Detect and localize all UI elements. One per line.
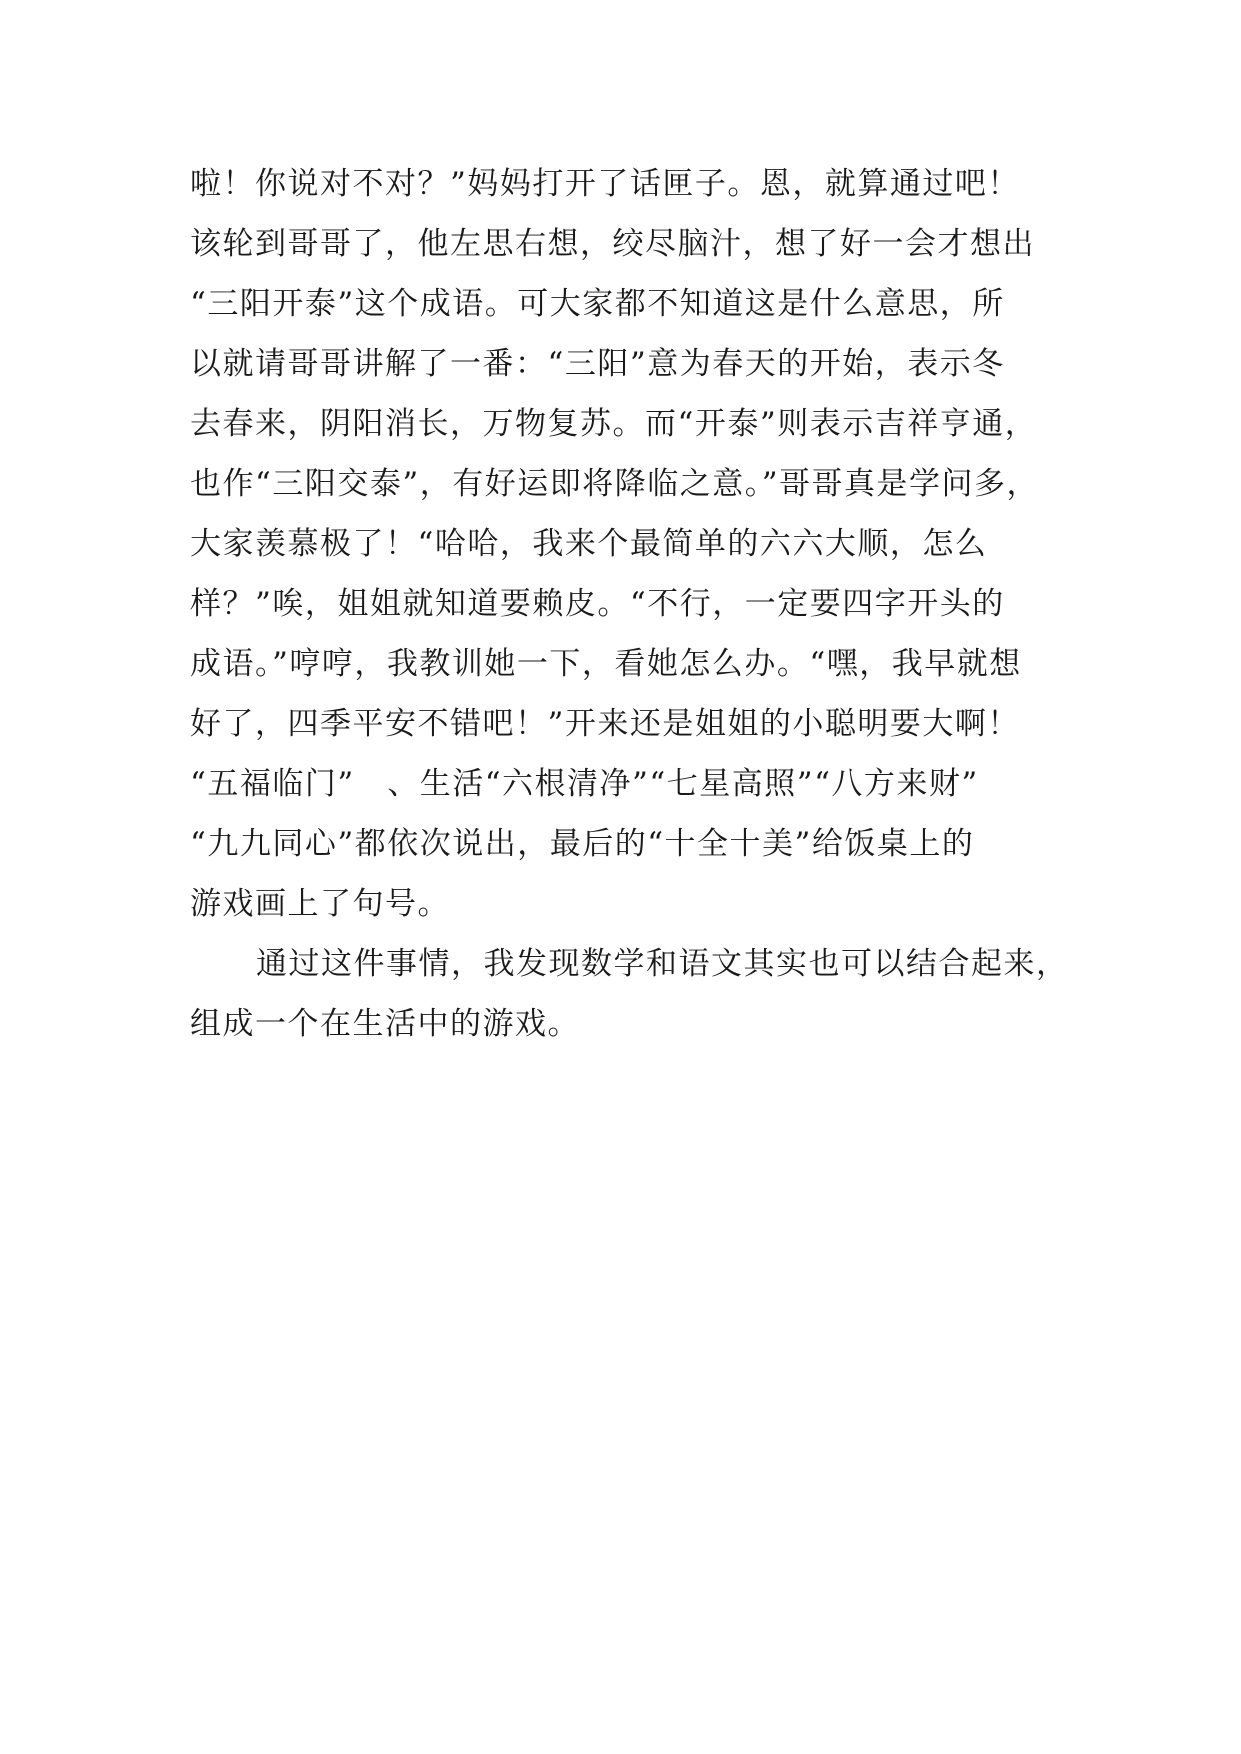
text-line: 样？”唉，姐姐就知道要赖皮。“不行，一定要四字开头的	[190, 586, 1005, 622]
text-line: 去春来，阴阳消长，万物复苏。而“开泰”则表示吉祥亨通，	[190, 406, 1038, 442]
text-line: “九九同心”都依次说出，最后的“十全十美”给饭桌上的	[190, 826, 975, 862]
text-line: 组成一个在生活中的游戏。	[190, 1006, 580, 1042]
paragraph-first-line: 通过这件事情，我发现数学和语文其实也可以结合起来，	[256, 946, 1069, 982]
body-text	[190, 162, 1090, 1062]
text-line: 也作“三阳交泰”，有好运即将降临之意。”哥哥真是学问多，	[190, 466, 1040, 502]
text-line: “三阳开泰”这个成语。可大家都不知道这是什么意思，所	[190, 286, 1005, 322]
text-line: 好了，四季平安不错吧！”开来还是姐姐的小聪明要大啊！	[190, 706, 1020, 742]
text-line: “五福临门” 、生活“六根清净”“七星高照”“八方来财”	[190, 766, 979, 802]
text-line: 该轮到哥哥了，他左思右想，绞尽脑汁，想了好一会才想出	[190, 226, 1035, 262]
text-line: 游戏画上了句号。	[190, 886, 450, 922]
text-line: 以就请哥哥讲解了一番：“三阳”意为春天的开始，表示冬	[190, 346, 1005, 382]
text-line: 成语。”哼哼，我教训她一下，看她怎么办。“嘿，我早就想	[190, 646, 1022, 682]
text-line: 大家羡慕极了！“哈哈，我来个最简单的六六大顺，怎么	[190, 526, 988, 562]
text-line: 啦！你说对不对？”妈妈打开了话匣子。恩，就算通过吧！	[190, 166, 1020, 202]
